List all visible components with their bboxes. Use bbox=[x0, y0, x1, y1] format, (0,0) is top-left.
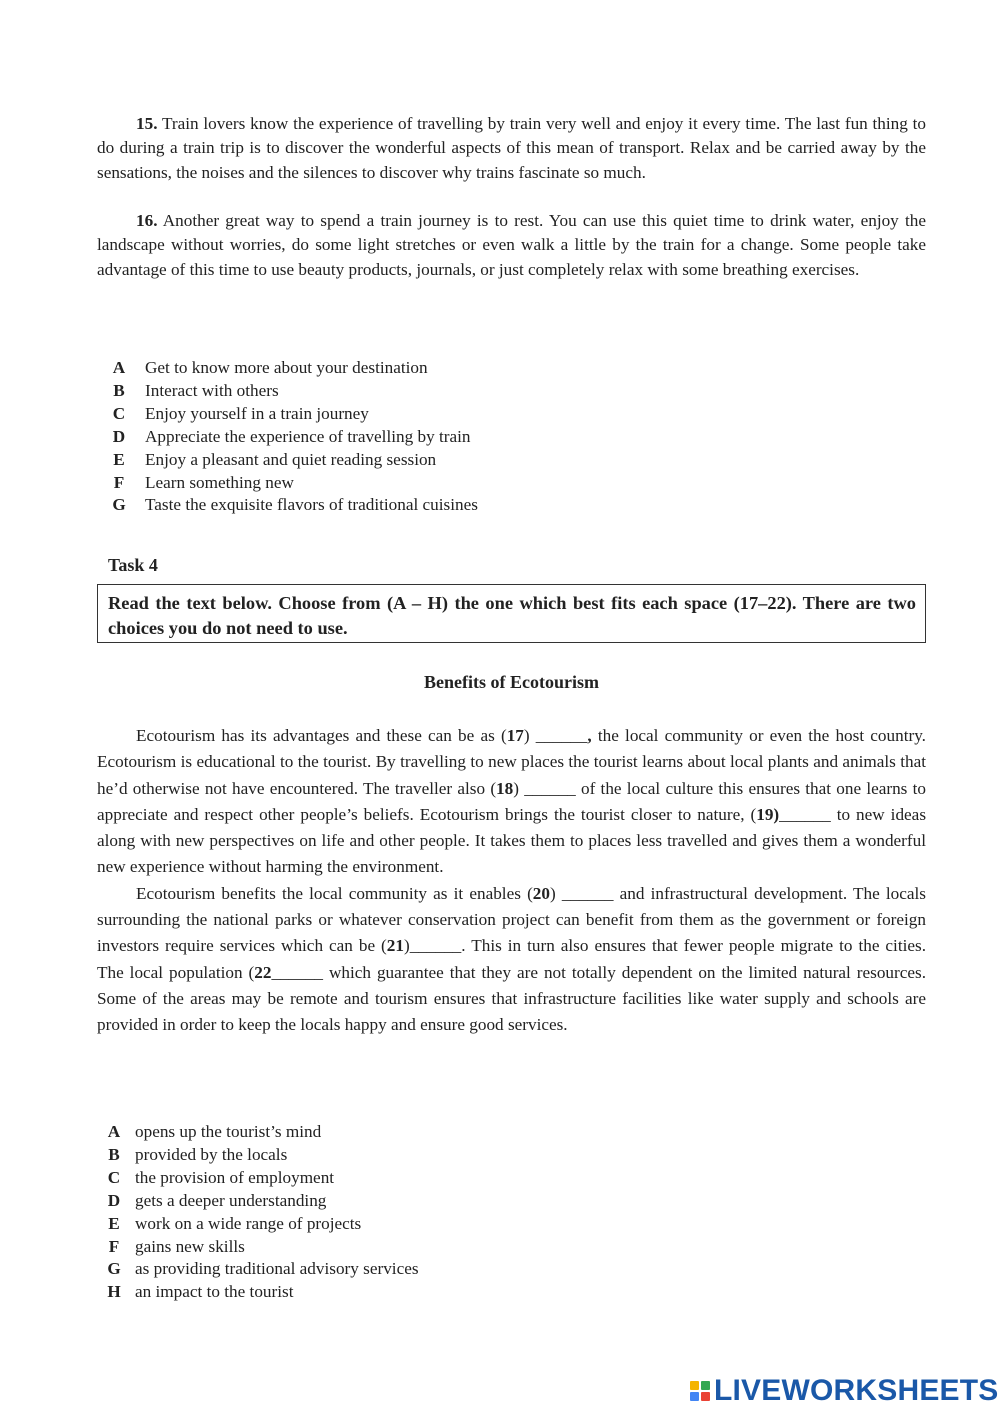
text-run: ) ______ of the local culture this ensures that one learns to appreciate and respect other people’s beliefs. Ecotourism brings the tourist closer to nature, ( bbox=[97, 778, 926, 824]
text-run: ______ which guarantee that they are not totally dependent on the limited natural resources. Some of the areas may be remote and tourism ensures that infrastructure facilities like water supply and schools are provided in order to keep the locals happy and ensure good services. bbox=[97, 962, 926, 1035]
text-run: , bbox=[587, 726, 592, 745]
list-item bbox=[103, 1121, 419, 1144]
list-item bbox=[109, 380, 478, 403]
option-letter: C bbox=[112, 403, 126, 423]
logo-text: LIVEWORKSHEETS bbox=[714, 1374, 999, 1407]
option-letter: A bbox=[107, 1122, 121, 1141]
list-item bbox=[103, 1236, 419, 1259]
option-letter: F bbox=[108, 1236, 120, 1256]
option-letter: D bbox=[107, 1190, 121, 1210]
option-letter: E bbox=[108, 1213, 120, 1233]
gap-number-21: 21 bbox=[386, 936, 404, 956]
task-instruction: Read the text below. Choose from (A – H) the one which best fits each space (17–22). There are two choices you do not need to use. bbox=[108, 593, 916, 638]
article-paragraph-2 bbox=[97, 881, 926, 1039]
option-letter: B bbox=[113, 380, 125, 400]
option-letter: H bbox=[107, 1282, 121, 1302]
list-item bbox=[109, 426, 478, 449]
gap-number-19: 19) bbox=[756, 804, 780, 824]
article-title: Benefits of Ecotourism bbox=[424, 672, 599, 692]
option-letter: F bbox=[113, 472, 125, 492]
answer-choices-list bbox=[103, 1121, 419, 1304]
list-item bbox=[103, 1258, 419, 1281]
task-title: Task 4 bbox=[108, 555, 158, 575]
option-text: Interact with others bbox=[145, 380, 279, 400]
option-text: provided by the locals bbox=[135, 1144, 288, 1164]
option-text: the provision of employment bbox=[135, 1167, 335, 1187]
option-text: Appreciate the experience of travelling by train bbox=[145, 426, 471, 446]
option-letter: E bbox=[113, 449, 125, 469]
article-body bbox=[97, 723, 926, 1039]
option-text: Taste the exquisite flavors of traditional cuisines bbox=[145, 495, 478, 515]
paragraph-15 bbox=[97, 112, 926, 185]
liveworksheets-logo[interactable] bbox=[690, 1374, 999, 1408]
option-letter: B bbox=[108, 1144, 120, 1164]
text-run: )______. This in turn also ensures that fewer people migrate to the cities. The local population ( bbox=[97, 936, 926, 982]
list-item bbox=[103, 1281, 419, 1304]
option-text: Enjoy a pleasant and quiet reading session bbox=[145, 449, 437, 469]
paragraph-16 bbox=[97, 209, 926, 282]
option-text: opens up the tourist’s mind bbox=[135, 1122, 322, 1141]
list-item bbox=[109, 449, 478, 472]
text-run: Ecotourism has its advantages and these can be as ( bbox=[136, 726, 507, 745]
gap-number-20: 20 bbox=[532, 883, 550, 903]
option-text: Learn something new bbox=[145, 472, 294, 492]
heading-options-list bbox=[109, 357, 478, 517]
gap-number-17: 17 bbox=[506, 726, 524, 745]
paragraph-number: 15. bbox=[136, 114, 158, 133]
list-item bbox=[103, 1144, 419, 1167]
logo-square bbox=[701, 1392, 710, 1401]
option-text: Get to know more about your destination bbox=[145, 358, 428, 377]
option-text: gets a deeper understanding bbox=[135, 1190, 327, 1210]
option-letter: C bbox=[107, 1167, 121, 1187]
text-run: the local community or even the host country. Ecotourism is educational to the tourist. By travelling to new places the tourist learns about local plants and animals that he’d otherwise not have encountered. The traveller also ( bbox=[97, 726, 926, 798]
list-item bbox=[103, 1190, 419, 1213]
text-run: ______ to new ideas along with new perspectives on life and other people. It takes them to places less travelled and gives them a wonderful new experience without harming the environment. bbox=[97, 804, 927, 877]
logo-mark-icon bbox=[690, 1381, 710, 1401]
text-run: ) ______ and infrastructural development. The locals surrounding the national parks or whatever conservation project can benefit from them as the government or foreign investors require services which can be ( bbox=[97, 883, 927, 956]
list-item bbox=[109, 357, 478, 380]
option-text: as providing traditional advisory services bbox=[135, 1259, 419, 1279]
text-run: Ecotourism benefits the local community as it enables ( bbox=[136, 883, 533, 903]
option-text: an impact to the tourist bbox=[135, 1282, 294, 1302]
article-paragraph-1 bbox=[97, 723, 926, 881]
list-item bbox=[109, 472, 478, 495]
gap-number-22: 22 bbox=[254, 962, 272, 982]
list-item bbox=[103, 1167, 419, 1190]
option-text: Enjoy yourself in a train journey bbox=[145, 403, 369, 423]
task-instruction-box bbox=[97, 584, 926, 643]
option-letter: G bbox=[112, 495, 126, 515]
paragraph-text: Train lovers know the experience of travelling by train very well and enjoy it every time. The last fun thing to do during a train trip is to discover the wonderful aspects of this mean of transport. Relax and be carried away by the sensations, the noises and the silences to discover why trains fascinate so much. bbox=[97, 114, 926, 182]
logo-square bbox=[690, 1381, 699, 1390]
list-item bbox=[109, 403, 478, 426]
paragraph-text: Another great way to spend a train journey is to rest. You can use this quiet time to drink water, enjoy the landscape without worries, do some light stretches or even walk a little by the train for a change. Some people take advantage of this time to use beauty products, journals, or just completely relax with some breathing exercises. bbox=[97, 211, 926, 279]
option-text: gains new skills bbox=[135, 1236, 245, 1256]
list-item bbox=[109, 494, 478, 517]
option-letter: D bbox=[112, 426, 126, 446]
option-letter: G bbox=[107, 1259, 121, 1279]
paragraph-number: 16. bbox=[136, 211, 158, 230]
list-item bbox=[103, 1213, 419, 1236]
logo-square bbox=[701, 1381, 710, 1390]
option-text: work on a wide range of projects bbox=[135, 1213, 362, 1233]
logo-square bbox=[690, 1392, 699, 1401]
gap-blank-17: ) ______ bbox=[523, 726, 588, 745]
option-letter: A bbox=[112, 358, 126, 377]
gap-number-18: 18 bbox=[496, 778, 514, 798]
